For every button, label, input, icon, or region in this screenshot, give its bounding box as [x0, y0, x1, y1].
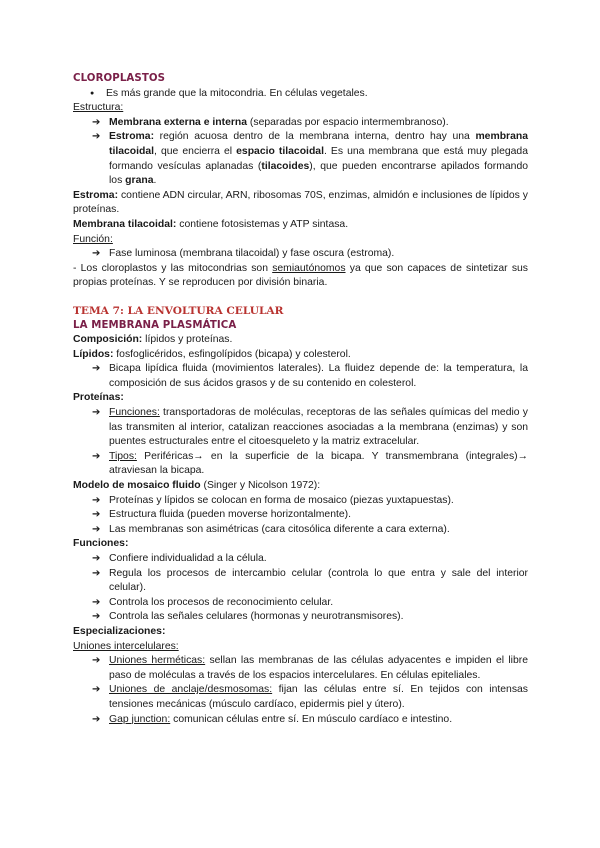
- arrow-icon: ➔: [92, 523, 101, 535]
- list-item: ➔ Membrana externa e interna (separadas por espacio intermembranoso).: [73, 116, 528, 131]
- arrow-icon: ➔: [92, 248, 101, 260]
- paragraph-composicion: Composición: lípidos y proteínas.: [73, 334, 233, 346]
- arrow-icon: ➔: [92, 713, 101, 725]
- list-item: ➔ Las membranas son asimétricas (cara citosólica diferente a cara externa).: [73, 523, 528, 538]
- list-item: ➔ Controla las señales celulares (hormonas y neurotransmisores).: [73, 610, 528, 625]
- list-item: ➔ Confiere individualidad a la célula.: [73, 552, 528, 567]
- arrow-icon: ➔: [92, 611, 101, 623]
- arrow-icon: ➔: [92, 655, 101, 667]
- proteinas-label: Proteínas:: [73, 392, 124, 404]
- arrow-icon: ➔: [92, 684, 101, 696]
- list-item: ➔ Uniones herméticas: sellan las membranas de las células adyacentes e impiden el libre paso de moléculas a través de los espacios intercelulares. En células epiteliales.: [92, 655, 529, 681]
- funciones-label: Funciones:: [73, 538, 129, 550]
- paragraph-estroma: Estroma: contiene ADN circular, ARN, ribosomas 70S, enzimas, almidón e inclusiones de lípidos y proteínas.: [73, 189, 528, 216]
- list-item: ➔ Controla los procesos de reconocimiento celular.: [73, 596, 528, 611]
- list-item: ➔ Proteínas y lípidos se colocan en forma de mosaico (piezas yuxtapuestas).: [73, 494, 528, 509]
- arrow-icon: ➔: [92, 450, 101, 462]
- arrow-icon: ➔: [92, 407, 101, 419]
- bullet-icon: ●: [90, 89, 95, 97]
- arrow-icon: ➔: [92, 553, 101, 564]
- funcion-label: Función:: [73, 233, 113, 245]
- list-item: ➔ Funciones: transportadoras de moléculas, receptoras de las señales químicas del medio y las transmiten al interior, catalizan reacciones asociadas a la membrana (enzimas) y son puentes estructurales entre el citoesqueleto y la matriz extracelular.: [92, 407, 528, 448]
- section-title-cloroplastos: CLOROPLASTOS: [73, 73, 166, 84]
- paragraph-semiautonomos: - Los cloroplastos y las mitocondrias son semiautónomos ya que son capaces de sintetizar sus propias proteínas. Y se reproducen por división binaria.: [73, 262, 529, 289]
- arrow-icon: ➔: [92, 596, 101, 608]
- arrow-icon: ➔: [92, 509, 101, 521]
- paragraph-lipidos: Lípidos: fosfoglicéridos, esfingolípidos (bicapa) y colesterol.: [73, 348, 351, 360]
- arrow-icon: ➔: [92, 494, 101, 506]
- arrow-icon: ➔: [92, 116, 101, 128]
- section-title-tema7: TEMA 7: LA ENVOLTURA CELULAR: [73, 304, 284, 317]
- uniones-label: Uniones intercelulares:: [73, 640, 179, 652]
- list-item: ➔ Estroma: región acuosa dentro de la membrana interna, dentro hay una membrana tilacoidal, que encierra el espacio tilacoidal. Es una membrana que está muy plegada formando vesículas aplanadas (tilacoides), que pueden encontrarse apilados formando los grana.: [92, 131, 528, 187]
- list-item: ➔ Bicapa lipídica fluida (movimientos laterales). La fluidez depende de: la temperatura, la composición de sus ácidos grasos y de su contenido en colesterol.: [92, 363, 528, 389]
- arrow-icon: ➔: [92, 131, 101, 143]
- paragraph-modelo: Modelo de mosaico fluido (Singer y Nicolson 1972):: [73, 480, 321, 492]
- arrow-icon: ➔: [92, 567, 101, 579]
- estructura-label: Estructura:: [73, 102, 124, 114]
- list-item: ➔ Uniones de anclaje/desmosomas: fijan las células entre sí. En tejidos con intensas tensiones mecánicas (músculo cardíaco, epidermis piel y útero).: [92, 684, 528, 710]
- list-item: ➔ Tipos: Periféricas→ en la superficie de la bicapa. Y transmembrana (integrales)→ atraviesan la bicapa.: [92, 450, 528, 477]
- document-page: [73, 72, 528, 727]
- section-gap: [73, 291, 528, 304]
- paragraph-membrana-tilacoidal: Membrana tilacoidal: contiene fotosistemas y ATP sintasa.: [73, 218, 349, 230]
- section-subtitle-membrana: LA MEMBRANA PLASMÁTICA: [73, 319, 237, 331]
- list-item: ➔ Estructura fluida (pueden moverse horizontalmente).: [73, 508, 528, 523]
- arrow-icon: ➔: [92, 363, 101, 375]
- especializaciones-label: Especializaciones:: [73, 625, 166, 637]
- list-item: ➔ Fase luminosa (membrana tilacoidal) y fase oscura (estroma).: [73, 247, 528, 262]
- list-item: ● Es más grande que la mitocondria. En células vegetales.: [73, 87, 528, 102]
- list-item: ➔ Regula los procesos de intercambio celular (controla lo que entra y sale del interior celular).: [92, 567, 528, 594]
- list-item: ➔ Gap junction: comunican células entre sí. En músculo cardíaco e intestino.: [73, 713, 528, 728]
